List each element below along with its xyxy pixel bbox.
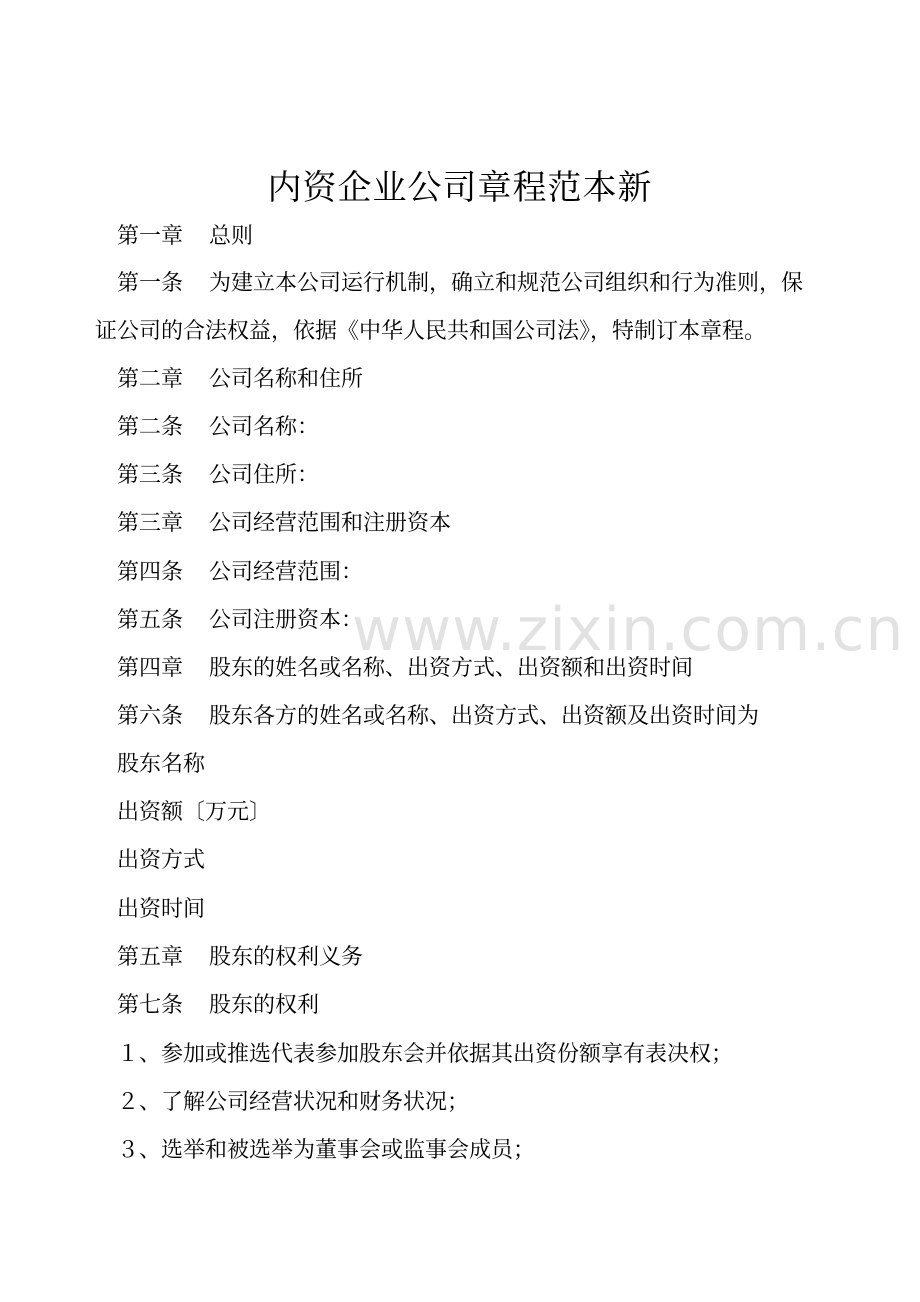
chapter-2-heading [117,365,363,395]
line-label: 第一条 [117,271,184,296]
line-text: 公司经营范围： [209,560,364,585]
line-text: 为建立本公司运行机制，确立和规范公司组织和行为准则，保 [209,271,804,296]
chapter-5-heading [117,943,363,973]
line-label: 第三条 [117,463,184,488]
contribution-amount-line [117,798,271,828]
line-text: 股东的权利 [209,993,320,1018]
list-item-1 [117,1040,733,1070]
contribution-method-line [117,846,205,876]
line-text: ２、了解公司经营状况和财务状况； [117,1090,470,1115]
line-label: 第七条 [117,993,184,1018]
line-label: 第二章 [117,367,184,392]
line-text: 公司经营范围和注册资本 [209,511,452,536]
line-text: 股东各方的姓名或名称、出资方式、出资额及出资时间为 [209,704,760,729]
line-label: 第四章 [117,656,184,681]
line-text: ３、选举和被选举为董事会或监事会成员； [117,1138,536,1163]
line-label: 第六条 [117,704,184,729]
list-item-3 [117,1136,535,1166]
shareholder-name-line [117,750,205,780]
chapter-1-heading [117,222,253,252]
document-title: 内资企业公司章程范本新 [267,168,653,208]
line-text: 出资时间 [117,897,206,922]
article-1 [117,269,803,299]
line-text: 出资方式 [117,848,206,873]
chapter-3-heading [117,509,451,539]
line-text: 股东名称 [117,752,206,777]
line-text: 公司名称： [209,415,320,440]
article-1-continued [95,317,766,347]
line-label: 第二条 [117,415,184,440]
line-text: 公司住所： [209,463,320,488]
line-label: 第三章 [117,511,184,536]
line-text: １、参加或推选代表参加股东会并依据其出资份额享有表决权； [117,1042,734,1067]
contribution-time-line [117,895,205,925]
line-label: 第一章 [117,224,184,249]
line-label: 第四条 [117,560,184,585]
line-label: 第五章 [117,945,184,970]
article-5 [117,606,363,636]
article-7 [117,991,319,1021]
article-3 [117,461,319,491]
article-6 [117,702,759,732]
line-text: 总则 [209,224,254,249]
line-label: 第五条 [117,608,184,633]
line-text: 股东的姓名或名称、出资方式、出资额和出资时间 [209,656,694,681]
line-text: 证公司的合法权益，依据《中华人民共和国公司法》，特制订本章程。 [95,319,767,344]
line-text: 股东的权利义务 [209,945,364,970]
article-4 [117,558,363,588]
article-2 [117,413,319,443]
line-text: 公司名称和住所 [209,367,364,392]
line-text: 出资额〔万元〕 [117,800,272,825]
list-item-2 [117,1088,469,1118]
site-watermark: www.zixin.com.cn [352,595,905,665]
line-text: 公司注册资本： [209,608,364,633]
